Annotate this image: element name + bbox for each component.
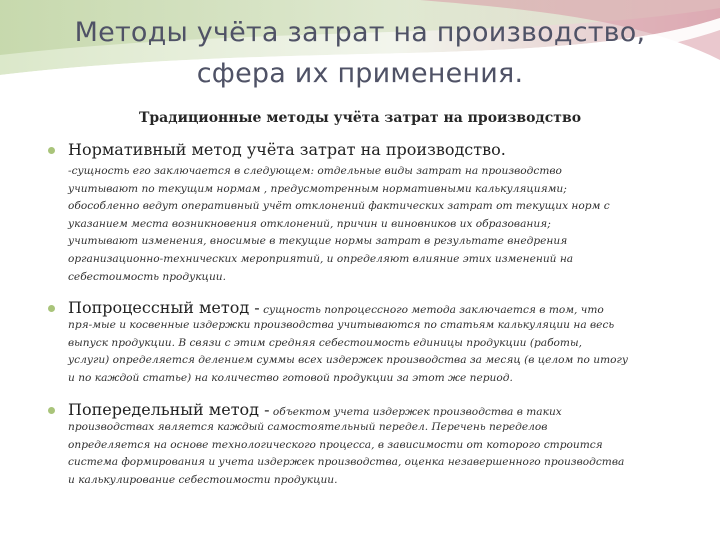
- method-item-normative: [50, 140, 670, 286]
- description-line: услуги) определяется делением суммы всех издержек производства за месяц (в целом по итогу: [68, 354, 629, 367]
- section-subtitle: Традиционные методы учёта затрат на производство: [138, 110, 582, 126]
- description-line: выпуск продукции. В связи с этим средняя себестоимость единицы продукции (работы,: [68, 336, 582, 349]
- method-heading: Попередельный метод -: [68, 400, 270, 419]
- description-line: пря-мые и косвенные издержки производства учитываются по статьям калькуляции на весь: [68, 319, 615, 331]
- method-heading-row: [50, 400, 670, 419]
- slide-title: [40, 12, 680, 94]
- slide-title-line1: Методы учёта затрат на производство,: [74, 17, 646, 48]
- description-line: организационно-технических мероприятий, и определяют влияние этих изменений на: [68, 252, 574, 265]
- method-description: [50, 317, 670, 387]
- method-heading: Попроцессный метод -: [68, 298, 260, 317]
- description-line: учитывают по текущим нормам , предусмотренным нормативными калькуляциями;: [68, 182, 567, 195]
- method-item-process: [50, 298, 670, 387]
- description-line: учитывают изменения, вносимые в текущие нормы затрат в результате внедрения: [68, 235, 568, 248]
- method-heading: Нормативный метод учёта затрат на производство.: [68, 140, 506, 159]
- description-line: система формирования и учета издержек производства, оценка незавершенного производства: [68, 456, 625, 469]
- method-heading-row: [50, 298, 670, 317]
- method-description: [50, 163, 670, 286]
- method-description-start: объектом учета издержек производства в таких: [269, 406, 562, 418]
- method-description-start: сущность попроцессного метода заключается в том, что: [259, 304, 604, 316]
- description-line: указанием места возникновения отклонений, причин и виновников их образования;: [68, 217, 551, 230]
- description-line: и калькулирование себестоимости продукции.: [68, 473, 338, 486]
- method-item-stage: [50, 400, 670, 489]
- description-line: определяется на основе технологического процесса, в зависимости от которого строится: [68, 438, 603, 451]
- description-line: и по каждой статье) на количество готовой продукции за этот же период.: [68, 371, 513, 384]
- description-line: обособленно ведут оперативный учёт отклонений фактических затрат от текущих норм с: [68, 200, 610, 213]
- bullet-icon: [48, 407, 55, 414]
- bullet-icon: [48, 305, 55, 312]
- bullet-icon: [48, 147, 55, 154]
- method-description: [50, 419, 670, 489]
- description-line: -сущность его заключается в следующем: отдельные виды затрат на производство: [68, 165, 562, 177]
- description-line: производствах является каждый самостоятельный передел. Перечень переделов: [68, 421, 548, 433]
- description-line: себестоимость продукции.: [68, 270, 226, 283]
- slide-title-line2: сфера их применения.: [196, 58, 524, 89]
